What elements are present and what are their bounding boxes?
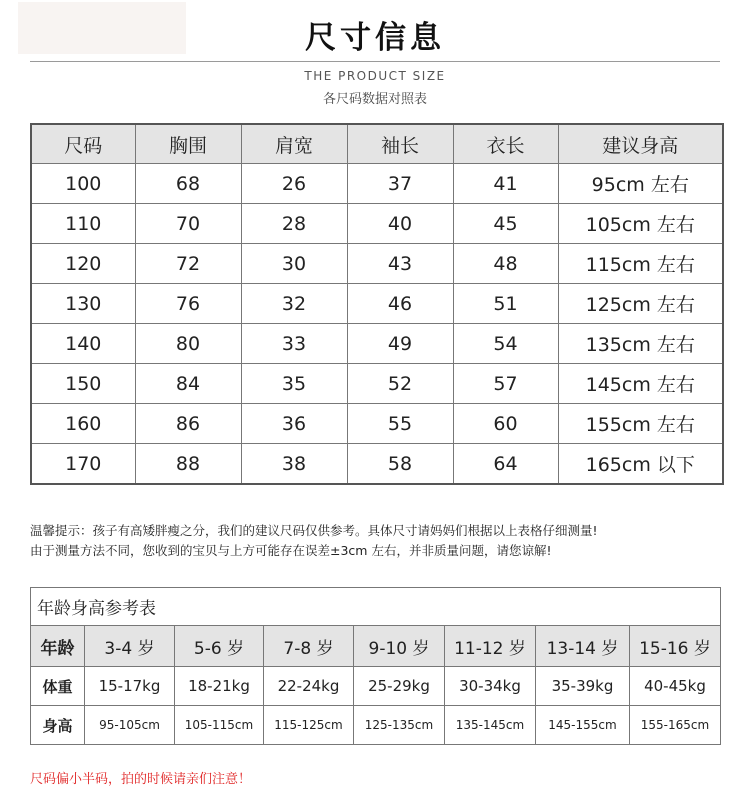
table-cell: 46 — [347, 284, 453, 324]
table-cell: 125cm 左右 — [558, 284, 723, 324]
page-title: 尺寸信息 — [305, 20, 445, 56]
table-cell: 55 — [347, 404, 453, 444]
table-cell: 41 — [453, 164, 558, 204]
table-row — [31, 324, 723, 364]
age-height-table — [30, 587, 721, 745]
table-cell: 86 — [135, 404, 241, 444]
table-cell: 70 — [135, 204, 241, 244]
age-cell: 15-16 岁 — [630, 626, 721, 667]
table-cell: 110 — [31, 204, 135, 244]
size-table — [30, 123, 724, 485]
table-cell: 32 — [241, 284, 347, 324]
table-cell: 105cm 左右 — [558, 204, 723, 244]
weight-cell: 15-17kg — [85, 667, 175, 706]
table-cell: 49 — [347, 324, 453, 364]
size-header-cell: 胸围 — [135, 124, 241, 164]
weight-cell: 25-29kg — [354, 667, 445, 706]
table-cell: 95cm 左右 — [558, 164, 723, 204]
table-cell: 80 — [135, 324, 241, 364]
tip-line-1: 温馨提示：孩子有高矮胖瘦之分，我们的建议尺码仅供参考。具体尺寸请妈妈们根据以上表格仔细测量! — [30, 523, 598, 538]
age-header-row — [31, 626, 721, 667]
table-cell: 54 — [453, 324, 558, 364]
table-cell: 88 — [135, 444, 241, 485]
age-cell: 7-8 岁 — [264, 626, 354, 667]
weight-cell: 18-21kg — [175, 667, 264, 706]
table-cell: 68 — [135, 164, 241, 204]
age-cell: 11-12 岁 — [445, 626, 536, 667]
table-cell: 45 — [453, 204, 558, 244]
table-row — [31, 244, 723, 284]
table-cell: 170 — [31, 444, 135, 485]
height-row — [31, 706, 721, 745]
size-header-cell: 肩宽 — [241, 124, 347, 164]
size-table-header-row — [31, 124, 723, 164]
table-cell: 52 — [347, 364, 453, 404]
table-row — [31, 164, 723, 204]
weight-row-label: 体重 — [31, 667, 85, 706]
table-cell: 33 — [241, 324, 347, 364]
table-cell: 150 — [31, 364, 135, 404]
table-cell: 120 — [31, 244, 135, 284]
size-warning: 尺码偏小半码，拍的时候请亲们注意！ — [30, 772, 252, 787]
height-cell: 155-165cm — [630, 706, 721, 745]
table-cell: 84 — [135, 364, 241, 404]
title-divider — [30, 61, 720, 62]
table-cell: 76 — [135, 284, 241, 324]
table-row — [31, 204, 723, 244]
table-cell: 35 — [241, 364, 347, 404]
table-cell: 165cm 以下 — [558, 444, 723, 485]
table-row — [31, 404, 723, 444]
height-row-label: 身高 — [31, 706, 85, 745]
table-cell: 37 — [347, 164, 453, 204]
height-cell: 145-155cm — [536, 706, 630, 745]
table-cell: 160 — [31, 404, 135, 444]
tip-line-2: 由于测量方法不同，您收到的宝贝与上方可能存在误差±3cm 左右，并非质量问题，请您谅解! — [30, 543, 552, 558]
subtitle-chinese: 各尺码数据对照表 — [322, 92, 427, 107]
weight-row — [31, 667, 721, 706]
subtitle-english: THE PRODUCT SIZE — [304, 69, 446, 83]
weight-cell: 22-24kg — [264, 667, 354, 706]
table-cell: 64 — [453, 444, 558, 485]
age-cell: 13-14 岁 — [536, 626, 630, 667]
table-cell: 72 — [135, 244, 241, 284]
age-cell: 3-4 岁 — [85, 626, 175, 667]
size-header-cell: 建议身高 — [558, 124, 723, 164]
table-cell: 140 — [31, 324, 135, 364]
table-row — [31, 284, 723, 324]
table-cell: 57 — [453, 364, 558, 404]
age-cell: 9-10 岁 — [354, 626, 445, 667]
table-cell: 40 — [347, 204, 453, 244]
table-cell: 30 — [241, 244, 347, 284]
height-cell: 115-125cm — [264, 706, 354, 745]
table-row — [31, 364, 723, 404]
table-cell: 115cm 左右 — [558, 244, 723, 284]
table-cell: 155cm 左右 — [558, 404, 723, 444]
height-cell: 125-135cm — [354, 706, 445, 745]
table-cell: 48 — [453, 244, 558, 284]
size-header-cell: 袖长 — [347, 124, 453, 164]
table-cell: 100 — [31, 164, 135, 204]
table-cell: 145cm 左右 — [558, 364, 723, 404]
table-cell: 130 — [31, 284, 135, 324]
table-cell: 51 — [453, 284, 558, 324]
height-cell: 105-115cm — [175, 706, 264, 745]
weight-cell: 30-34kg — [445, 667, 536, 706]
table-cell: 26 — [241, 164, 347, 204]
table-row — [31, 444, 723, 485]
age-row-label: 年龄 — [31, 626, 85, 667]
table-cell: 60 — [453, 404, 558, 444]
table-cell: 58 — [347, 444, 453, 485]
height-cell: 135-145cm — [445, 706, 536, 745]
weight-cell: 40-45kg — [630, 667, 721, 706]
table-cell: 36 — [241, 404, 347, 444]
table-cell: 28 — [241, 204, 347, 244]
table-cell: 135cm 左右 — [558, 324, 723, 364]
table-cell: 43 — [347, 244, 453, 284]
weight-cell: 35-39kg — [536, 667, 630, 706]
age-cell: 5-6 岁 — [175, 626, 264, 667]
table-cell: 38 — [241, 444, 347, 485]
age-table-title-row — [31, 588, 721, 626]
size-header-cell: 尺码 — [31, 124, 135, 164]
size-header-cell: 衣长 — [453, 124, 558, 164]
height-cell: 95-105cm — [85, 706, 175, 745]
age-table-title: 年龄身高参考表 — [31, 588, 721, 626]
